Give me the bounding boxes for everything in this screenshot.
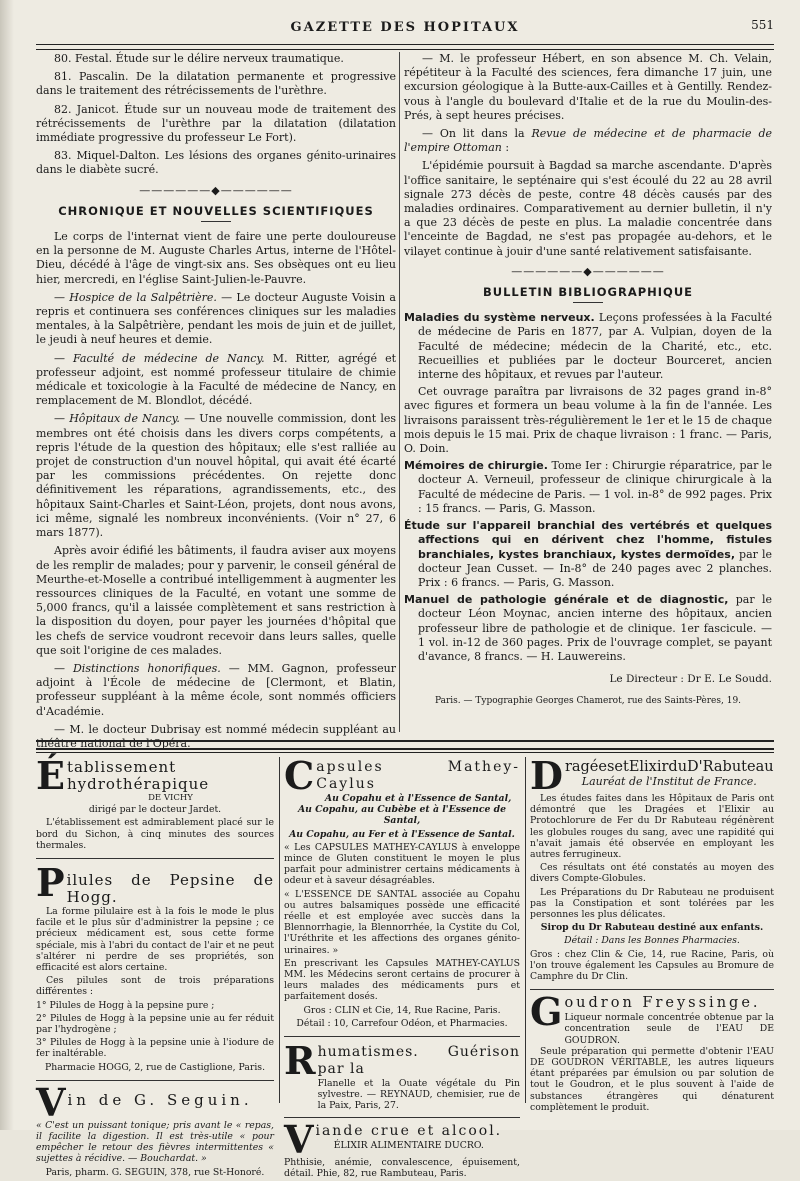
ad-gros: Gros : chez Clin & Cie, 14, rue Racine, Paris, où l'on trouve également les Capsules au Bromure de Camphre du Dr Clin. [530, 948, 774, 983]
dropcap: V [36, 1079, 66, 1125]
ad-heading [284, 1038, 520, 1112]
ad-list-intro: Ces pilules sont de trois préparations différentes : [36, 975, 274, 998]
ad-vichy [36, 753, 274, 859]
ad-subtitle: Au Copahu, au Fer et à l'Essence de Santal. [289, 828, 515, 840]
ad-body: Les Préparations du Dr Rabuteau ne produisent pas la Constipation et sont tolérées par les personnes les plus délicates. [530, 886, 774, 921]
ad-column-divider [525, 757, 526, 1103]
ad-heading [36, 753, 274, 804]
biblio-entry-body: Leçons professées à la Faculté de médecine de Paris en 1877, par A. Vulpian, doyen de la Faculté de médecine; médecin de la Charité, etc., etc. Recueillies et publiées par le docteur Bourceret, ancien interne des hôpitaux, et revues par l'auteur. [418, 311, 772, 382]
chronique-title: CHRONIQUE ET NOUVELLES SCIENTIFIQUES [58, 203, 374, 218]
ref-83: 83. Miquel-Dalton. Les lésions des organes génito-urinaires dans le diabète sucré. [36, 149, 396, 177]
salpetriere-heading: — Hospice de la Salpêtrière. [54, 290, 217, 304]
bagdad-epidemic-para: L'épidémie poursuit à Bagdad sa marche ascendante. D'après l'office sanitaire, le septénaire qui s'est écoulé du 22 au 28 avril signale 273 décès de peste, contre 48 décès causés par des maladies ordinaires. Comparativement au dernier bulletin, il n'y a que 23 décès de peste en plus. La maladie concentrée dans l'enceinte de Bagdad, ne s'est pas propagée au-dehors, et le vilayet continue à jouir d'une santé relativement satisfaisante. [404, 159, 772, 258]
ad-seguin [36, 1079, 274, 1178]
ad-subtitle: Au Copahu, au Cubèbe et à l'Essence de Santal, [297, 804, 507, 827]
biblio-entry [404, 311, 772, 382]
ad-body: Liqueur normale concentrée obtenue par la concentration seule de l'EAU DE GOUDRON. [564, 1012, 774, 1046]
ad-heading [284, 1116, 520, 1162]
biblio-entry-body: Cet ouvrage paraîtra par livraisons de 32 pages grand in-8° avec figures et formera un beau volume à la fin de l'année. Les livraisons paraissent très-régulièrement le 1er et le 15 de chaque mois depuis le 15 mai. Prix de chaque livraison : 1 franc. — Paris, O. Doin. [404, 385, 772, 456]
biblio-entry-title: Étude sur l'appareil branchial des vertébrés et quelques affections qui en dérivent chez l'homme, fistules branchiales, kystes branchiaux, kystes dermoïdes, [404, 519, 772, 561]
biblio-entry-body: par le docteur Léon Moynac, ancien interne des hôpitaux, ancien professeur libre de pathologie et de clinique. 1er fascicule. — 1 vol. in-12 de 360 pages. Prix de l'ouvrage complet, se payant d'avance, 8 francs. — H. Lauwereins. [418, 593, 772, 663]
hebert-excursion-para: — M. le professeur Hébert, en son absence M. Ch. Velain, répétiteur à la Faculté des sciences, fera dimanche 17 juin, une excursion géologique à la Butte-aux-Cailles et à Gentilly. Rendez-vous à l'angle du boulevard d'Italie et de la rue du Moulin-des-Prés, à sept heures précises. [404, 52, 772, 122]
nancy-faculte-heading: — Faculté de médecine de Nancy. [54, 351, 265, 365]
ad-title: ilules de Pepsine de Hogg. [66, 871, 274, 907]
biblio-short-rule [573, 302, 603, 303]
ad-footer: Gros : CLIN et Cie, 14, Rue Racine, Paris. [303, 1004, 501, 1016]
chronique-para-distinctions [36, 662, 396, 719]
chronique-para-batiments: Après avoir édifié les bâtiments, il faudra aviser aux moyens de les remplir de malades; pour y parvenir, le conseil général de Meurthe-et-Moselle a contribué intelligemment à augmenter les ressources cliniques de la Faculté, en votant une somme de 5,000 francs, qu'il a laissée complètement et sans restriction à la disposition du doyen, pour payer les journées d'hôpital que les chefs de service voudront recevoir dans leurs salles, quelle que soit l'origine de ces malades. [36, 544, 396, 657]
title-short-rule [201, 221, 231, 222]
ad-body: « C'est un puissant tonique; pris avant le « repas, il facilite la digestion. Il est très-utile « pour empêcher le retour des fièvres intermittentes « sujettes à récidive. — Bouchardat. » [36, 1119, 274, 1165]
chronique-para-artus: Le corps de l'internat vient de faire une perte douloureuse en la personne de M. Auguste Charles Artus, interne de l'Hôtel-Dieu, décédé à l'âge de vingt-six ans. Ses obsèques ont eu lieu hier, mercredi, en l'église Saint-Julien-le-Pauvre. [36, 230, 396, 286]
ornament-divider-right: ——————◆—————— [511, 264, 665, 278]
biblio-title: BULLETIN BIBLIOGRAPHIQUE [482, 285, 694, 300]
dropcap: P [36, 860, 65, 906]
ad-title: iande crue et alcool. [315, 1122, 503, 1139]
page-number: 551 [751, 18, 774, 32]
biblio-entry [404, 459, 772, 516]
running-title: GAZETTE DES HOPITAUX [290, 20, 520, 35]
page-spine-shadow [0, 0, 14, 1130]
biblio-entry [404, 593, 772, 664]
ad-subtitle: DE VICHY [148, 793, 193, 803]
nancy-hopitaux-text: — Une nouvelle commission, dont les membres ont été choisis dans les divers corps compétents, a repris l'étude de la question des hôpitaux; elle s'est ralliée au projet de construction d'un nouvel hôpital, qui avait été écarté par les commissions précédentes. On rejette donc définitivement les réparations, agrandissements, etc., des hôpitaux Saint-Charles et Saint-Léon, projets, dont nous avons, ici même, signalé les nombreux inconvénients. (Voir n° 27, 6 mars 1877). [36, 412, 397, 540]
ad-list-item: 1° Pilules de Hogg à la pepsine pure ; [36, 999, 215, 1011]
nancy-hopitaux-heading: — Hôpitaux de Nancy. [54, 412, 180, 426]
dropcap: R [284, 1038, 316, 1084]
left-column [36, 52, 396, 755]
ad-detail: Détail : Dans les Bonnes Pharmacies. [564, 935, 740, 947]
ad-body: Flanelle et la Ouate végétale du Pin sylvestre. — REYNAUD, chemisier, rue de la Paix, Paris, 27. [317, 1078, 520, 1112]
ad-footer: Détail : 10, Carrefour Odéon, et Pharmacies. [296, 1017, 508, 1029]
biblio-entry-title: Mémoires de chirurgie. [404, 459, 548, 473]
ad-body: En prescrivant les Capsules MATHEY-CAYLUS MM. les Médecins seront certains de procurer à leurs malades des médicaments purs et parfaitement dosés. [284, 957, 520, 1003]
director-signature: Le Directeur : Dr E. Le Soudd. [609, 673, 772, 686]
ad-body: Seule préparation qui permette d'obtenir l'EAU DE GOUDRON VÉRITABLE, les autres liqueurs étant préparées par émulsion ou par solution de tout le Goudron, et le plus souvent à l'aide de substances étrangères qui dénaturent complètement le produit. [530, 1045, 774, 1113]
revue-intro-lead: — On lit dans la [422, 127, 532, 141]
ad-footer: Paris, pharm. G. SEGUIN, 378, rue St-Honoré. [45, 1166, 265, 1178]
right-column [404, 52, 772, 709]
ad-column-1 [36, 753, 274, 1180]
ad-subtitle: ÉLIXIR ALIMENTAIRE DUCRO. [333, 1139, 484, 1151]
biblio-entry-body: par le docteur Jean Cusset. — In-8° de 240 pages avec 2 planches. Prix : 6 francs. — Paris, G. Masson. [418, 547, 772, 589]
ad-column-3 [530, 753, 774, 1115]
ad-rabuteau [530, 753, 774, 990]
ad-title: tablissement hydrothérapique [66, 758, 210, 793]
biblio-entry [404, 385, 772, 456]
ad-heading [530, 989, 774, 1046]
ad-capsules-mathey-caylus [284, 753, 520, 1037]
ad-viande-crue [284, 1116, 520, 1179]
dropcap: G [530, 989, 563, 1035]
header-double-rule [36, 44, 774, 50]
ref-81: 81. Pascalin. De la dilatation permanente et progressive dans le traitement des rétrécissements de l'urèthre. [36, 70, 396, 98]
biblio-entry-title: Manuel de pathologie générale et de diagnostic, [404, 593, 729, 607]
advertisements-section [36, 752, 774, 1179]
ad-body: Les études faites dans les Hôpitaux de Paris ont démontré que les Dragées et l'Elixir au Protochlorure de Fer du Dr Rabuteau régénèrent les globules rouges du sang, avec une rapidité qui n'avait jamais été observée en employant les autres ferrugineux. [530, 793, 774, 861]
printer-imprint: Paris. — Typographie Georges Chamerot, rue des Saints-Pères, 19. [434, 696, 742, 707]
biblio-entry-title: Maladies du système nerveux. [404, 311, 595, 325]
ad-list-item: 2° Pilules de Hogg à la pepsine unie au fer réduit par l'hydrogène ; [36, 1012, 274, 1036]
running-head [36, 18, 774, 40]
advertisements-heavy-rule [36, 740, 774, 750]
distinctions-heading: — Distinctions honorifiques. [54, 661, 221, 675]
revue-journal-title: Revue de médecine et de pharmacie de l'empire Ottoman [404, 127, 772, 155]
chronique-para-nancy-faculte [36, 352, 396, 409]
ad-director: dirigé par le docteur Jardet. [88, 804, 222, 816]
ad-body: « Les CAPSULES MATHEY-CAYLUS à enveloppe mince de Gluten constituent le moyen le plus parfait pour administrer certains médicaments à odeur et à saveur désagréables. [284, 841, 520, 887]
column-divider [399, 52, 400, 732]
ad-body: « L'ESSENCE DE SANTAL associée au Copahu ou autres balsamiques possède une efficacité réelle et est employée avec succès dans la Blennorrhagie, la Blennorrhée, la Cystite du Col, l'Uréthrite et les affections des organes génito-urinaires. » [284, 888, 520, 956]
ad-title: apsules Mathey-Caylus [316, 759, 520, 792]
ad-footer: Pharmacie HOGG, 2, rue de Castiglione, Paris. [44, 1061, 266, 1073]
ad-body: La forme pilulaire est à la fois le mode le plus facile et le plus sûr d'administrer la pepsine ; ce précieux médicament est, sous cette forme spéciale, mis à l'abri du contact de l'air et ne peut s'altérer ni perdre de ses propriétés, son efficacité est alors certaine. [36, 906, 274, 974]
ad-title: humatismes. Guérison par la [317, 1044, 520, 1078]
ad-title: in de G. Seguin. [67, 1090, 253, 1109]
revue-intro-colon: : [501, 141, 510, 155]
distinctions-text: — MM. Gagnon, professeur adjoint à l'École de médecine de [Clermont, et Blatin, professeur suppléant à la même école, sont nommés officiers d'Académie. [36, 661, 396, 718]
ad-column-divider [279, 757, 280, 1103]
ad-body: Sirop du Dr Rabuteau destiné aux enfants. [540, 922, 764, 934]
biblio-entry-body: Tome Ier : Chirurgie réparatrice, par le docteur A. Verneuil, professeur de clinique chirurgicale à la Faculté de médecine de Paris. — 1 vol. in-8° de 992 pages. Prix : 15 francs. — Paris, G. Masson. [418, 459, 772, 515]
biblio-list [404, 311, 772, 664]
ornament-divider: ——————◆—————— [139, 183, 293, 197]
dropcap: V [284, 1116, 314, 1162]
ad-column-2 [284, 753, 520, 1181]
ad-body: Ces résultats ont été constatés au moyen des divers Compte-Globules. [530, 862, 774, 885]
ad-rhumatismes [284, 1038, 520, 1118]
ad-subtitle: Lauréat de l'Institut de France. [581, 775, 757, 788]
ad-list-item: 3° Pilules de Hogg à la pepsine unie à l'iodure de fer inaltérable. [36, 1037, 274, 1060]
ad-title: oudron Freyssinge. [564, 995, 761, 1012]
ad-hogg-pepsine [36, 860, 274, 1081]
salpetriere-text: — Le docteur Auguste Voisin a repris et continuera ses conférences cliniques sur les maladies mentales, à la Salpêtrière, pendant les mois de juin et de juillet, le jeudi à neuf heures et demie. [36, 290, 396, 347]
ref-80: 80. Festal. Étude sur le délire nerveux traumatique. [54, 52, 344, 65]
nancy-faculte-text: M. Ritter, agrégé et professeur adjoint, est nommé professeur titulaire de chimie médicale et toxicologie à la Faculté de médecine de Nancy, en remplacement de M. Blondlot, décédé. [36, 351, 396, 408]
dropcap: É [36, 753, 65, 798]
ref-82: 82. Janicot. Étude sur un nouveau mode de traitement des rétrécissements de l'urèthre par la dilatation (dilatation immédiate progressive du professeur Le Fort). [36, 102, 396, 145]
chronique-para-nancy-hopitaux [36, 412, 396, 540]
chronique-para-opera: — M. le docteur Dubrisay est nommé médecin suppléant au théâtre national de l'Opéra. [36, 722, 396, 750]
ad-heading [36, 1079, 274, 1125]
ad-title: ragéesetElixirduD'Rabuteau [564, 759, 774, 775]
dropcap: C [284, 753, 315, 798]
ad-body: L'établissement est admirablement placé sur le bord du Sichon, à cinq minutes des sources thermales. [36, 817, 274, 851]
ad-heading [36, 860, 274, 907]
ad-body: Phthisie, anémie, convalescence, épuisement, détail. Phie, 82, rue Rambuteau, Paris. [284, 1156, 520, 1179]
chronique-para-salpetriere [36, 291, 396, 348]
revue-intro-para [404, 127, 772, 155]
ad-goudron-freyssinge [530, 989, 774, 1113]
dropcap: D [530, 753, 563, 798]
ad-heading [284, 753, 520, 804]
ad-heading [530, 753, 774, 798]
biblio-entry [404, 519, 772, 590]
ad-subtitle: Au Copahu et à l'Essence de Santal, [324, 793, 512, 804]
